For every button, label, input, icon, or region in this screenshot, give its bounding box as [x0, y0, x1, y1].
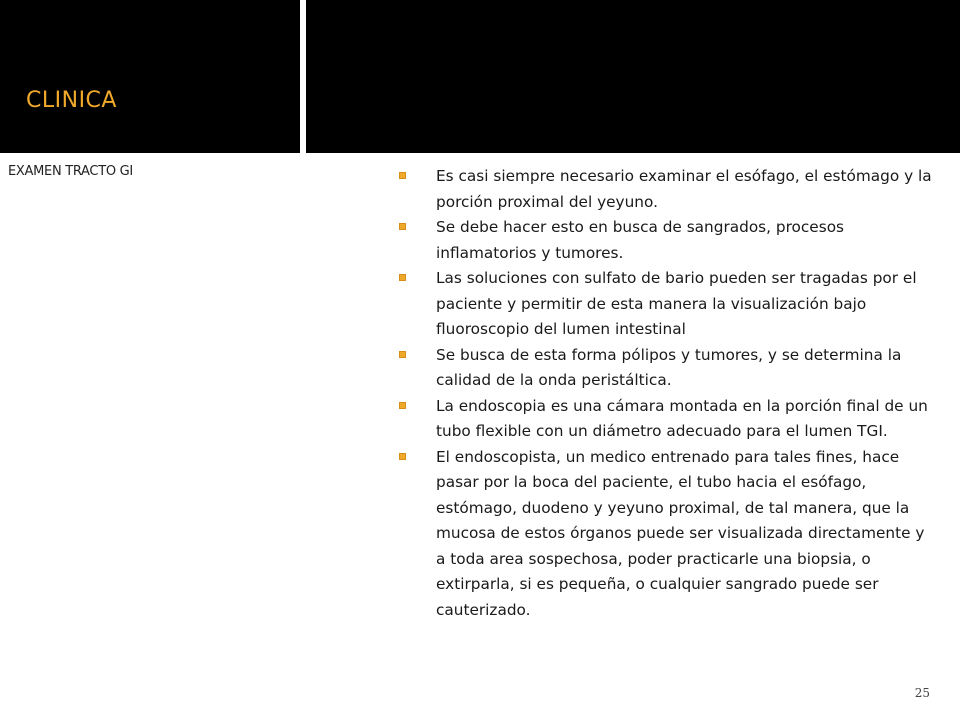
- square-bullet-icon: [399, 274, 406, 281]
- square-bullet-icon: [399, 172, 406, 179]
- bullet-list: [396, 164, 932, 623]
- bullet-text: Las soluciones con sulfato de bario pueden ser tragadas por el paciente y permitir de esta manera la visualización bajo fluoroscopio del lumen intestinal: [436, 269, 917, 338]
- bullet-item: [396, 215, 932, 266]
- square-bullet-icon: [399, 402, 406, 409]
- bullet-text: El endoscopista, un medico entrenado para tales fines, hace pasar por la boca del paciente, el tubo hacia el esófago, estómago, duodeno y yeyuno proximal, de tal manera, que la mucosa de estos órganos puede ser visualizada directamente y a toda area sospechosa, poder practicarle una biopsia, o extirparla, si es pequeña, o cualquier sangrado puede ser cauterizado.: [436, 447, 925, 619]
- page-number: 25: [914, 686, 930, 700]
- square-bullet-icon: [399, 453, 406, 460]
- bullet-text: Es casi siempre necesario examinar el esófago, el estómago y la porción proximal del yeyuno.: [436, 167, 932, 211]
- header-right-panel: [306, 0, 960, 153]
- bullet-item: [396, 445, 932, 624]
- square-bullet-icon: [399, 223, 406, 230]
- square-bullet-icon: [399, 351, 406, 358]
- bullet-text: Se debe hacer esto en busca de sangrados, procesos inflamatorios y tumores.: [436, 218, 845, 262]
- bullet-text: La endoscopia es una cámara montada en la porción final de un tubo flexible con un diámetro adecuado para el lumen TGI.: [436, 396, 928, 440]
- bullet-text: Se busca de esta forma pólipos y tumores, y se determina la calidad de la onda peristáltica.: [436, 345, 902, 389]
- bullet-item: [396, 266, 932, 343]
- bullet-item: [396, 394, 932, 445]
- header-left-panel: [0, 0, 300, 153]
- section-label: EXAMEN TRACTO GI: [8, 164, 133, 179]
- slide-title: CLINICA: [26, 88, 117, 113]
- bullet-item: [396, 343, 932, 394]
- bullet-item: [396, 164, 932, 215]
